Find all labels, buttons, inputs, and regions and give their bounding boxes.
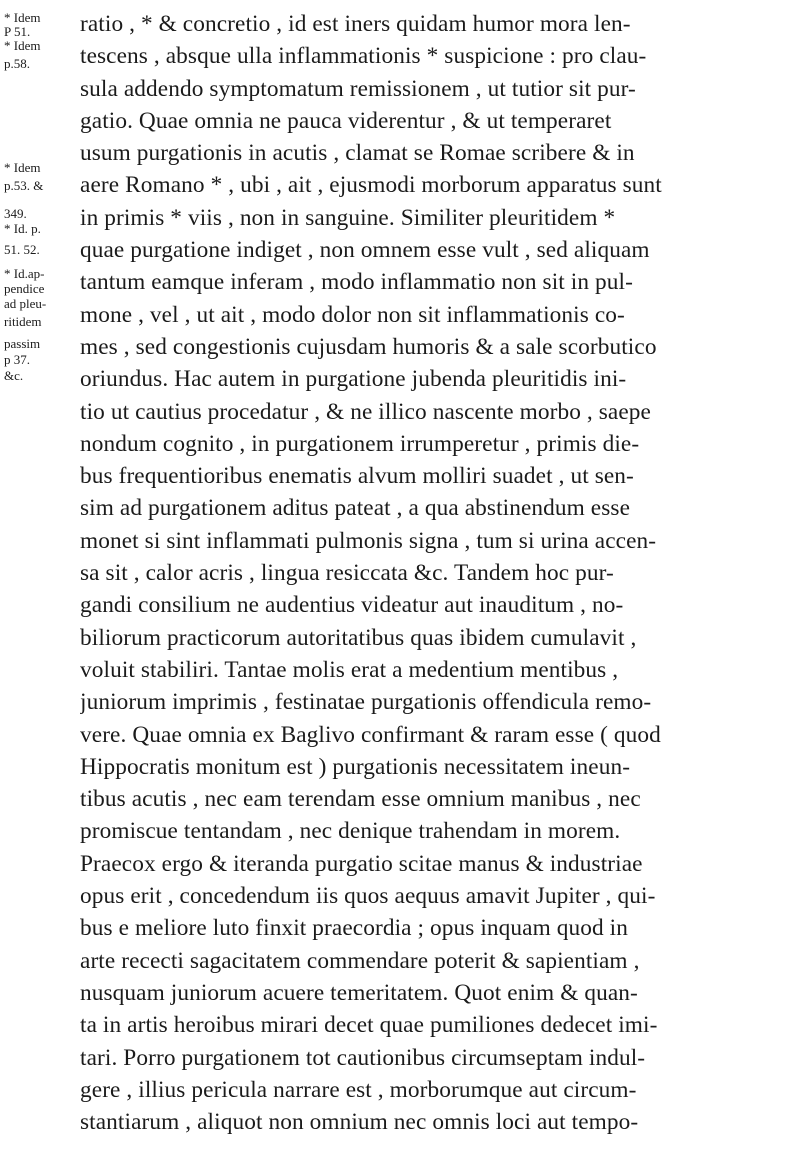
margin-note: * Id.ap- — [4, 266, 45, 281]
text-line: ratio , * & concretio , id est iners quidam humor mora len- — [80, 11, 631, 37]
margin-note: 349. — [4, 206, 27, 221]
text-line: aere Romano * , ubi , ait , ejusmodi morborum apparatus sunt — [80, 172, 662, 199]
text-line: gatio. Quae omnia ne pauca viderentur , & ut temperaret — [80, 107, 612, 134]
text-line: tari. Porro purgationem tot cautionibus circumseptam indul- — [80, 1044, 646, 1071]
text-line: tio ut cautius procedatur , & ne illico nascente morbo , saepe — [80, 398, 651, 425]
margin-note: * Idem — [4, 38, 41, 53]
text-line: stantiarum , aliquot non omnium nec omnis loci aut tempo- — [80, 1109, 639, 1136]
margin-note: &c. — [4, 368, 24, 383]
text-line: voluit stabiliri. Tantae molis erat a medentium mentibus , — [80, 656, 619, 683]
text-line: tescens , absque ulla inflammationis * suspicione : pro clau- — [80, 43, 647, 70]
text-line: arte rececti sagacitatem commendare poterit & sapientiam , — [80, 947, 640, 974]
margin-note: ritidem — [4, 314, 42, 329]
text-line: ta in artis heroibus mirari decet quae pumiliones dedecet imi- — [80, 1012, 658, 1039]
margin-note: ad pleu- — [4, 296, 47, 311]
text-line: opus erit , concedendum iis quos aequus amavit Jupiter , qui- — [80, 883, 656, 910]
text-line: mes , sed congestionis cujusdam humoris & a sale scorbutico — [80, 333, 657, 360]
margin-note: p 37. — [4, 352, 30, 367]
margin-note: * Id. p. — [4, 221, 41, 236]
margin-note: P 51. — [4, 24, 31, 39]
text-line: tibus acutis , nec eam terendam esse omnium manibus , nec — [80, 786, 641, 813]
text-line: in primis * viis , non in sanguine. Similiter pleuritidem * — [80, 204, 616, 231]
text-line: quae purgatione indiget , non omnem esse vult , sed aliquam — [80, 237, 650, 264]
text-line: gandi consilium ne audentius videatur aut inauditum , no- — [80, 592, 624, 619]
text-line: sula addendo symptomatum remissionem , ut tutior sit pur- — [80, 75, 636, 102]
margin-note: 51. 52. — [4, 242, 40, 257]
text-line: vere. Quae omnia ex Baglivo confirmant & raram esse ( quod — [80, 721, 661, 748]
text-line: Praecox ergo & iteranda purgatio scitae manus & industriae — [80, 850, 643, 877]
text-line: nondum cognito , in purgationem irrumperetur , primis die- — [80, 430, 640, 457]
text-line: Hippocratis monitum est ) purgationis necessitatem ineun- — [80, 753, 631, 780]
margin-note: passim — [4, 336, 41, 351]
text-line: sa sit , calor acris , lingua resiccata &c. Tandem hoc pur- — [80, 560, 614, 587]
text-line: usum purgationis in acutis , clamat se Romae scribere & in — [80, 140, 635, 167]
text-line: juniorum imprimis , festinatae purgationis offendicula remo- — [80, 689, 652, 716]
text-line: tantum eamque inferam , modo inflammatio non sit in pul- — [80, 269, 633, 296]
text-line: promiscue tentandam , nec denique trahendam in morem. — [80, 818, 621, 845]
margin-note: pendice — [4, 281, 45, 296]
text-line: gere , illius pericula narrare est , morborumque aut circum- — [80, 1076, 637, 1103]
margin-note: * Idem — [4, 10, 41, 25]
main-text — [80, 8, 792, 1138]
text-line: monet si sint inflammati pulmonis signa , tum si urina accen- — [80, 527, 657, 554]
margin-note: p.58. — [4, 56, 30, 71]
text-line: sim ad purgationem aditus pateat , a qua abstinendum esse — [80, 495, 631, 522]
text-line: nusquam juniorum acuere temeritatem. Quot enim & quan- — [80, 979, 638, 1006]
margin-note: p.53. & — [4, 178, 44, 193]
text-line: bus frequentioribus enematis alvum molliri suadet , ut sen- — [80, 463, 634, 490]
text-line: mone , vel , ut ait , modo dolor non sit inflammationis co- — [80, 301, 625, 328]
text-line: biliorum practicorum autoritatibus quas ibidem cumulavit , — [80, 624, 637, 651]
text-line: oriundus. Hac autem in purgatione jubenda pleuritidis ini- — [80, 366, 627, 393]
text-line: bus e meliore luto finxit praecordia ; opus inquam quod in — [80, 915, 628, 942]
margin-note: * Idem — [4, 160, 41, 175]
